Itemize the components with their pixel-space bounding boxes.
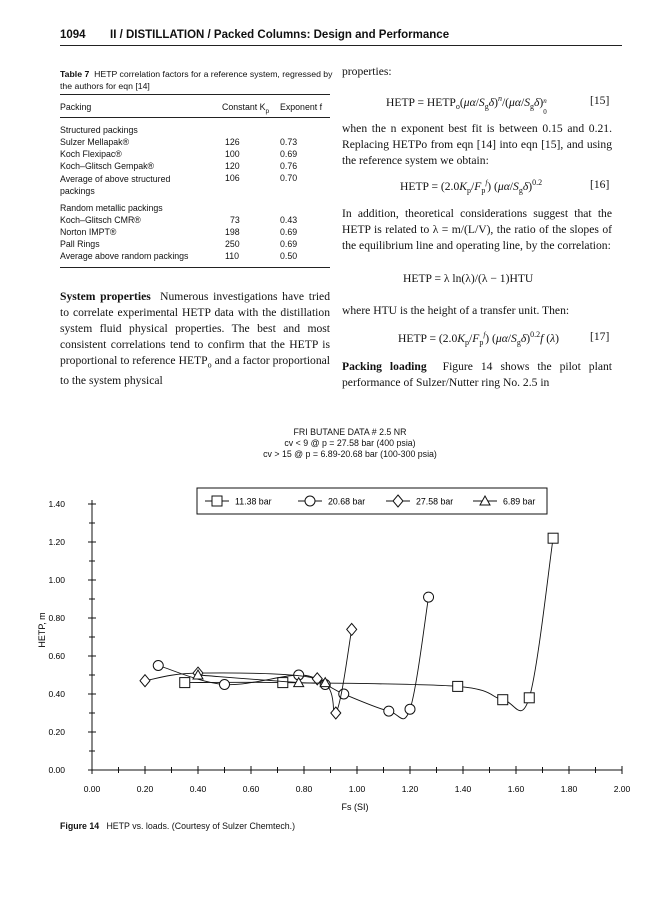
chart-axes (88, 500, 622, 774)
running-title: II / DISTILLATION / Packed Columns: Design and Performance (110, 29, 450, 41)
legend-label: 20.68 bar (328, 496, 366, 507)
data-point-square (524, 693, 534, 703)
packing-loading-paragraph (342, 359, 612, 391)
table-caption-text: HETP correlation factors for a reference system, regressed by the authors for eqn [14] (60, 69, 333, 91)
y-tick-label: 1.00 (48, 575, 65, 585)
data-point-circle (220, 680, 230, 690)
y-tick-label: 1.40 (48, 499, 65, 509)
properties-line: properties: (342, 65, 392, 78)
x-tick-labels (84, 784, 631, 794)
equation-16: HETP = $(2.0K_p/F_p^f)$ $(\mu\alpha/S_g\delta)^{0.2}$ (400, 178, 543, 196)
table-cell-exponent: 0.69 (280, 149, 298, 159)
series-triangle (193, 670, 330, 687)
y-axis-label: HETP, m (37, 612, 47, 648)
table-label: Table 7 (60, 69, 90, 79)
table-cell-packing: Koch–Glitsch CMR® (60, 215, 141, 225)
page-number: 1094 (60, 29, 86, 41)
x-axis-label: Fs (SI) (341, 802, 369, 812)
data-point-diamond (140, 675, 150, 687)
table-cell-constant: 126 (225, 137, 240, 147)
col-header-exponent: Exponent f (280, 102, 323, 112)
table-header-rule (60, 117, 330, 118)
system-properties-body: Numerous investigations have tried to correlate experimental HETP data with the distillation system fluid physical properties. The best and most consistent correlations tend to confirm that the HETP is proportional to reference HETP (60, 290, 330, 367)
chart-title (150, 427, 550, 460)
x-tick-label: 0.40 (189, 784, 207, 794)
equation-15: HETP = $HETP_o(\mu\alpha/S_g\delta)^n/(\mu\alpha/S_g\delta)$ n 0 (386, 94, 547, 116)
series-line (158, 597, 428, 719)
table-bottom-rule (60, 267, 330, 268)
table-caption (60, 68, 338, 92)
table-cell-exponent: 0.69 (280, 239, 298, 249)
col-header-packing: Packing (60, 102, 92, 112)
chart-title-line: cv < 9 @ p = 27.58 bar (400 psia) (284, 438, 416, 448)
table-cell-exponent: 0.73 (280, 137, 298, 147)
table-cell-exponent: 0.43 (280, 215, 298, 225)
series-diamond (140, 623, 357, 719)
paragraph-exponent: when the n exponent best fit is between 0.15 and 0.21. Replacing HETPo from eqn [14] into eqn [15], and using the reference system we obtain: (342, 122, 612, 167)
table-cell-constant: 120 (225, 161, 240, 171)
data-point-diamond (331, 707, 341, 719)
y-tick-label: 0.20 (48, 727, 65, 737)
system-properties-paragraph: System properties Numerous investigations have tried to correlate experimental HETP data with the distillation system fluid physical properties. The best and most consistent correlations tend to confirm that the HETP is proportional to reference $HETP_o$ and a factor proportional to the system physical (60, 290, 330, 388)
chart-series (140, 533, 558, 719)
table-cell-exponent: 0.69 (280, 227, 298, 237)
table-cell-exponent: 0.50 (280, 251, 298, 261)
table-cell-packing: Pall Rings (60, 239, 100, 249)
equation-17: HETP = $(2.0K_p/F_p^f)$ $(\mu\alpha/S_g\delta)^{0.2}f$ (λ) (398, 330, 559, 348)
equation-htu: HETP = λ ln(λ)/(λ − 1)HTU (403, 272, 534, 285)
y-tick-label: 0.40 (48, 689, 65, 699)
table-group-random: Random metallic packings (60, 203, 163, 213)
table-top-rule (60, 94, 330, 95)
hetp-chart (0, 480, 668, 820)
table-cell-constant: 110 (225, 251, 240, 261)
data-point-circle (384, 706, 394, 716)
legend-label: 11.38 bar (235, 496, 272, 507)
table-cell-packing: Average of above structured packings (60, 174, 171, 196)
x-tick-label: 0.60 (242, 784, 260, 794)
y-tick-label: 0.00 (48, 765, 65, 775)
x-tick-label: 0.80 (295, 784, 313, 794)
chart-title-line: FRI BUTANE DATA # 2.5 NR (293, 427, 407, 437)
packing-loading-body: Figure 14 shows the pilot plant performance of Sulzer/Nutter ring No. 2.5 in (342, 360, 612, 389)
col-header-constant: Constant $K_p$ (222, 102, 270, 115)
table-cell-packing: Koch Flexipac® (60, 149, 122, 159)
table-cell-constant: 100 (225, 149, 240, 159)
table-group-structured: Structured packings (60, 125, 138, 135)
table-cell-packing: Norton IMPT® (60, 227, 117, 237)
table-cell-packing: Average above random packings (60, 251, 189, 261)
y-tick-label: 1.20 (48, 537, 65, 547)
paragraph-lambda: In addition, theoretical considerations suggest that the HETP is related to λ = m/(L/V), the ratio of the slopes of the equilibrium line and operating line, by the correlation: (342, 207, 612, 252)
data-point-square (453, 681, 463, 691)
y-tick-label: 0.80 (48, 613, 65, 623)
legend-label: 27.58 bar (416, 496, 454, 507)
y-tick-labels (48, 499, 65, 775)
table-cell-packing: Sulzer Mellapak® (60, 137, 130, 147)
figure-label: Figure 14 (60, 821, 100, 831)
x-tick-label: 1.60 (507, 784, 525, 794)
section-heading-system-properties: System properties (60, 290, 151, 303)
x-tick-label: 0.20 (136, 784, 154, 794)
figure-caption (60, 821, 295, 831)
header-rule (60, 45, 622, 46)
section-heading-packing-loading: Packing loading (342, 360, 427, 373)
equation-17-number: [17] (590, 330, 610, 343)
x-tick-label: 1.80 (560, 784, 578, 794)
data-point-square (180, 678, 190, 688)
chart-title-line: cv > 15 @ p = 6.89-20.68 bar (100-300 psia) (263, 449, 437, 459)
table-cell-constant: 73 (230, 215, 240, 225)
series-circle (153, 592, 433, 719)
running-header (60, 29, 620, 45)
paragraph-htu: where HTU is the height of a transfer unit. Then: (342, 304, 570, 317)
y-tick-label: 0.60 (48, 651, 65, 661)
legend-marker-circle (305, 496, 315, 506)
x-tick-label: 2.00 (613, 784, 631, 794)
x-tick-label: 1.20 (401, 784, 419, 794)
data-point-diamond (347, 623, 357, 635)
equation-16-number: [16] (590, 178, 610, 191)
legend-marker-square (212, 496, 222, 506)
data-point-square (278, 678, 288, 688)
table-cell-packing: Koch–Glitsch Gempak® (60, 161, 154, 171)
table-cell-exponent: 0.70 (280, 173, 298, 183)
figure-caption-text: HETP vs. loads. (Courtesy of Sulzer Chemtech.) (106, 821, 296, 831)
x-tick-label: 1.00 (348, 784, 366, 794)
data-point-square (498, 695, 508, 705)
equation-15-number: [15] (590, 94, 610, 107)
x-tick-label: 0.00 (83, 784, 101, 794)
data-point-square (548, 533, 558, 543)
table-cell-constant: 250 (225, 239, 240, 249)
table-cell-constant: 198 (225, 227, 240, 237)
data-point-circle (153, 661, 163, 671)
series-line (185, 538, 553, 711)
table-cell-exponent: 0.76 (280, 161, 298, 171)
data-point-circle (405, 704, 415, 714)
data-point-circle (424, 592, 434, 602)
x-tick-label: 1.40 (454, 784, 472, 794)
legend-label: 6.89 bar (503, 496, 536, 507)
table-cell-constant: 106 (225, 173, 240, 183)
chart-legend (197, 488, 547, 514)
